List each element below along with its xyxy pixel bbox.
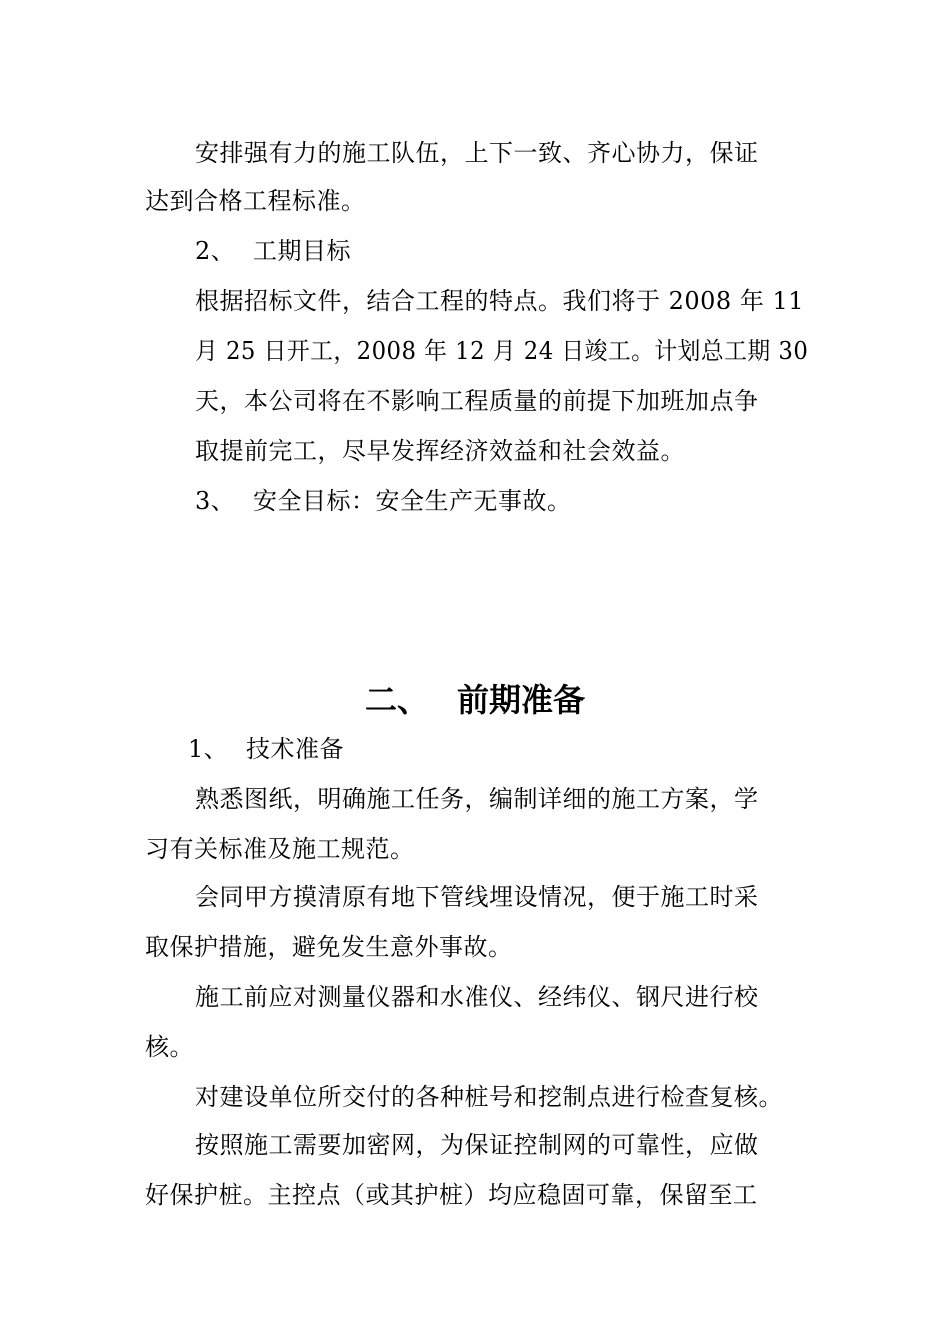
item-1-heading xyxy=(188,734,344,764)
prep-paragraph-3-line-2: 核。 xyxy=(145,1033,194,1061)
item-3-title: 安全目标：安全生产无事故。 xyxy=(253,487,572,515)
prep-paragraph-1-line-2: 习有关标准及施工规范。 xyxy=(145,835,415,863)
prep-paragraph-3-line-1: 施工前应对测量仪器和水准仪、经纬仪、钢尺进行校 xyxy=(195,983,759,1011)
section-2-number: 二、 xyxy=(364,681,429,719)
item-2-heading xyxy=(195,236,351,266)
prep-paragraph-2-line-2: 取保护措施，避免发生意外事故。 xyxy=(145,933,513,961)
prep-paragraph-2-line-1: 会同甲方摸清原有地下管线埋设情况，便于施工时采 xyxy=(195,883,759,911)
schedule-line-1: 根据招标文件，结合工程的特点。我们将于 2008 年 11 xyxy=(195,287,805,315)
quality-paragraph-line-2: 达到合格工程标准。 xyxy=(145,187,366,215)
item-1-number: 1、 xyxy=(188,735,229,763)
prep-paragraph-5-line-2: 好保护桩。主控点（或其护桩）均应稳固可靠，保留至工 xyxy=(145,1181,758,1209)
section-2-heading xyxy=(0,680,950,720)
item-1-title: 技术准备 xyxy=(246,735,344,763)
quality-paragraph-line-1 xyxy=(195,138,805,168)
schedule-line-4: 取提前完工，尽早发挥经济效益和社会效益。 xyxy=(195,437,685,465)
item-2-title: 工期目标 xyxy=(253,237,351,265)
schedule-line-3: 天，本公司将在不影响工程质量的前提下加班加点争 xyxy=(195,387,759,415)
section-2-title: 前期准备 xyxy=(456,681,585,719)
prep-paragraph-1-line-1: 熟悉图纸，明确施工任务，编制详细的施工方案，学 xyxy=(195,785,759,813)
text-run: 安排强有力的施工队伍，上下一致、齐心协力，保证 xyxy=(195,139,759,167)
schedule-line-2: 月 25 日开工，2008 年 12 月 24 日竣工。计划总工期 30 xyxy=(195,337,809,365)
prep-paragraph-5-line-1: 按照施工需要加密网，为保证控制网的可靠性，应做 xyxy=(195,1131,759,1159)
item-3-number: 3、 xyxy=(195,487,236,515)
item-3-heading xyxy=(195,486,572,516)
item-2-number: 2、 xyxy=(195,237,236,265)
prep-paragraph-4-line-1: 对建设单位所交付的各种桩号和挖制点进行检查复核。 xyxy=(195,1083,783,1111)
